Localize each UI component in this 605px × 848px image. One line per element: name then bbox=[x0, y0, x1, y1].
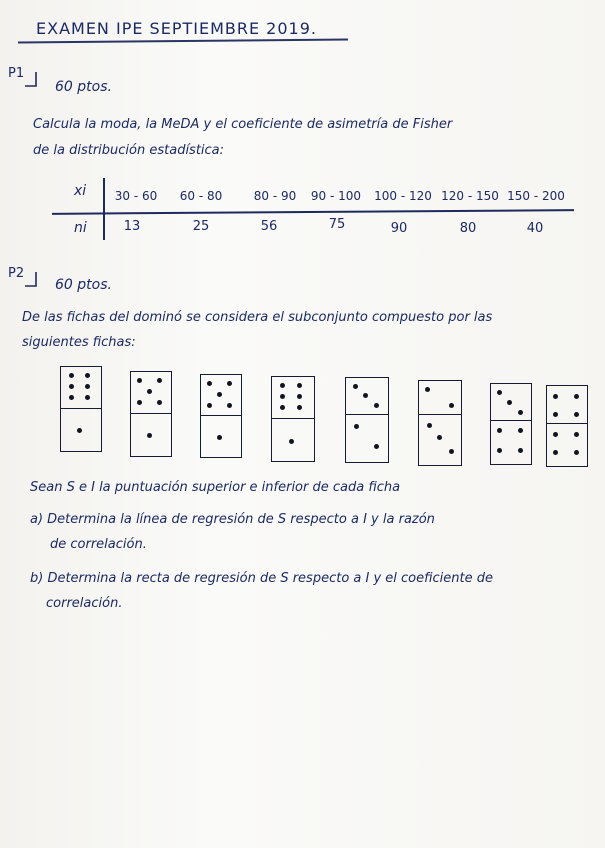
domino-tile bbox=[546, 385, 588, 467]
table-frequency: 13 bbox=[123, 219, 141, 234]
p1-label: P1 bbox=[8, 66, 25, 81]
table-interval: 100 - 120 bbox=[374, 189, 432, 203]
domino-tile bbox=[271, 376, 315, 462]
table-interval: 150 - 200 bbox=[507, 189, 565, 203]
p2-bracket bbox=[22, 270, 44, 292]
p1-statement-line2: de la distribución estadística: bbox=[33, 143, 225, 158]
p2-part-a-line2: de correlación. bbox=[50, 537, 147, 552]
table-interval: 90 - 100 bbox=[310, 189, 362, 203]
table-interval: 80 - 90 bbox=[253, 189, 297, 203]
domino-tile bbox=[418, 380, 462, 466]
p2-part-a-line1: a) Determina la línea de regresión de S respecto a I y la razón bbox=[30, 512, 435, 527]
p2-part-b-line2: correlación. bbox=[46, 596, 123, 611]
table-frequency: 80 bbox=[459, 221, 477, 236]
p1-bracket bbox=[22, 70, 44, 92]
p2-variables-line: Sean S e I la puntuación superior e inferior de cada ficha bbox=[30, 480, 401, 495]
p2-label: P2 bbox=[8, 266, 25, 281]
table-frequency: 90 bbox=[390, 221, 408, 236]
p1-points: 60 ptos. bbox=[55, 79, 112, 95]
table-n-label: ni bbox=[74, 220, 87, 236]
p1-statement-line1: Calcula la moda, la MeDA y el coeficiente de asimetría de Fisher bbox=[33, 117, 453, 132]
p2-points: 60 ptos. bbox=[55, 277, 112, 293]
table-frequency: 25 bbox=[192, 219, 210, 234]
table-interval: 30 - 60 bbox=[114, 189, 158, 203]
table-interval: 120 - 150 bbox=[441, 189, 499, 203]
domino-tile bbox=[345, 377, 389, 463]
table-frequency: 56 bbox=[260, 219, 278, 234]
domino-tile bbox=[60, 366, 102, 452]
domino-tile bbox=[130, 371, 172, 457]
p2-statement-line2: siguientes fichas: bbox=[22, 335, 136, 350]
table-frequency: 40 bbox=[526, 221, 544, 236]
p2-statement-line1: De las fichas del dominó se considera el subconjunto compuesto por las bbox=[22, 310, 493, 325]
domino-tile bbox=[200, 374, 242, 458]
table-x-label: xi bbox=[74, 183, 87, 199]
table-interval: 60 - 80 bbox=[179, 189, 223, 203]
p2-part-b-line1: b) Determina la recta de regresión de S respecto a I y el coeficiente de bbox=[30, 571, 494, 586]
exam-title: EXAMEN IPE SEPTIEMBRE 2019. bbox=[36, 19, 317, 38]
domino-tile bbox=[490, 383, 532, 465]
table-frequency: 75 bbox=[328, 217, 346, 232]
